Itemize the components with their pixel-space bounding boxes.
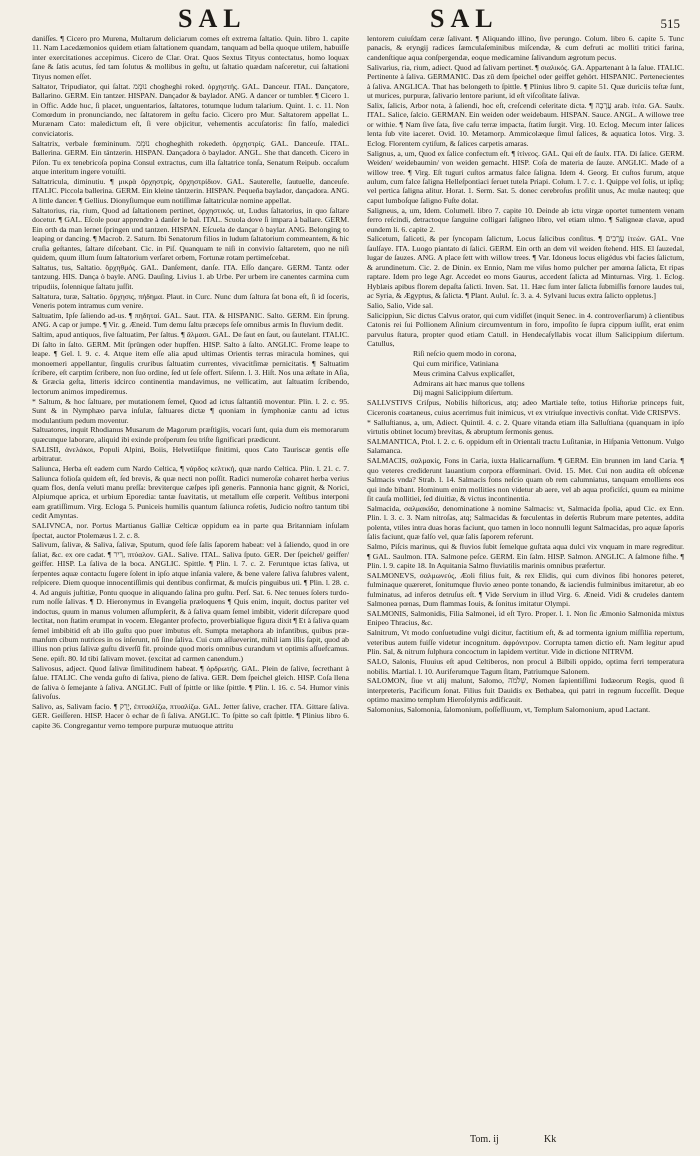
right-column	[367, 34, 684, 1130]
dictionary-entry: Salmacida, σαλμακίδα, denominatione à nomine Salmacis: vt, Salmacida ſpolia, apud Cic. ex Enn. Plin. l. 3. c. 3. Nam nitroſas, atq; Salmacidas & fœculentas in deſertis Rubrum mare petentes, addita polenta, vtiles intra duas horas faciunt, quo tamen in loco nonnulli legunt Salmacidas, pro aquæ ſaporis ſalis faciunt, quæ falſo vel, quæ ſalis ſaporem referunt.	[367, 503, 684, 542]
running-head	[0, 4, 700, 32]
signature-mark: Tom. ij	[470, 1134, 499, 1145]
dictionary-entry: Salomonius, Salomonia, ſalomonium, poſſeſſiuum, vt, Templum Salomonium, apud Lactant.	[367, 705, 651, 715]
dictionary-entry: Saltatus, tus, Saltatio. ὄρχηθμός. GAL. Danſement, danſe. ITA. Eſſo dançare. GERM. Tantz oder tantzung. HIS. Dança ò bayle. ANG. Dauſing. Livius 1. ab Urbe. Per urbem ire canentes carmina cum tripudiis, ſolennique ſaltatu juſſit.	[32, 262, 349, 291]
dictionary-entry: Saliunca, Herba eſt eadem cum Nardo Celtica, ¶ νάρδος κελτική, quæ nardo Celtica. Plin. l. 21. c. 7. Saliunca folioſa quidem eſt, ſed brevis, & quæ necti non poſſit. Radici numeroſæ cohæret herba verius quam flos, denſa veluti manu preſſa: breviterque cæſpes ipſi generis. Pannonia hanc gignit, & Norici, Alpiumque aprica, et urbium Eporedia: tantæ ſuavitatis, ut metallum eſſe cœperit. Veſtibus interponi eam gratiſſimum. Virg. Ecloga 5. Puniceis humilis quantum ſaliunca roſetis, Judicio noſtro tantum tibi cedit Amyntas.	[32, 464, 349, 521]
verse-line: Qui cum mirifice, Vatiniana	[413, 358, 499, 368]
dictionary-entry: SALMANTICA, Ptol. l. 2. c. 6. oppidum eſt in Orientali tractu Luſitaniæ, in Hiſpania Vettonum. Vulgo Salamanca.	[367, 436, 684, 456]
left-column	[32, 34, 349, 1130]
dictionary-entry: SALISII, ἀνελάκοι, Populi Alpini, Boiis, Helvetiiſque finitimi, quos Cato Tauriscæ gentis eſſe arbitratur.	[32, 444, 349, 464]
dictionary-entry: SALOMON, ſiue vt alij malunt, Salomo, שְׁלֹמֹה, Nomen ſapientiſſimi Iudæorum Regis, quod ſi interpreteris, Pacificum ſonat. Filius fuit Dauidis ex Bethabea, qui patri in regnum ſucceſſit. Deque optimo maximo templum Hieroſolymis ædificauit.	[367, 676, 684, 705]
dictionary-entry: Saltatorius, ria, rium, Quod ad ſaltationem pertinet, ὀρχηστικός. ut, Ludus ſaltatorius, in quo ſaltare docetur. ¶ GAL. Eſcole pour apprendre à danſer le bal. ITAL. Scuola dove ſi impara à ballare. GERM. Ein orth da man lernet ſpringen und tantzen. HISPAN. Eſcuela de dançar ò baylar. ANG. Belonging to leaping or dancing. ¶ Macrob. 2. Saturn. Ibi Senatorum filios in ludum ſaltatorium commeantem, & hic cruſia geſtantes, ſaltare diſcebant. Cic. in Piſ. Quanquam te niſi in convivio ſaltaretem, quo ne niſi quidem, quum illum ſuum ſaltatorium verſaret orbem, Fortunæ rotam pertimeſcebat.	[32, 205, 349, 262]
dictionary-entry: Saligneus, a, um, Idem. Columell. libro 7. capite 10. Deinde ab ictu virgæ oportet tumentem venam ferro reſcindi, detractoque ſanguine colligari ſaligneo libro, vel etiam ulmo. ¶ Saligneæ clavæ, apud eundem li. 6. capite 2.	[367, 205, 684, 234]
running-head-right: SAL	[430, 4, 499, 33]
dictionary-entry: Saltatura, turæ, Saltatio. ὄρχησις, πήδημα. Plaut. in Curc. Nunc dum ſaltura ſat bona eſt, ſi id ſoceris, Veneris potem intramus cum venire.	[32, 291, 349, 311]
text-columns	[32, 34, 684, 1130]
dictionary-entry: Salio, Salio, Vide sal.	[367, 301, 434, 311]
dictionary-entry: Salicetum, ſaliceti, & per ſyncopam ſalictum, Locus ſalicibus conſitus. ¶ עֲרָבִים ἰτεών. GAL. Vne ſaulſaye. ITA. Luogo piantato di ſalici. GERM. Ein orth an dem vil weiden ſtehend. HIS. El ſauzedal, lugar de ſauzes. ANG. A place ſett with willow trees. ¶ Var. Idoneus locus eligédus vbi facies ſalictum, & arundinetum. Cic. 2. de Dinin. ex Ennio, Nam me viſus homo pulcher per amœna ſalicta, Et ripas raptare. Idem pro lege Agr. Accedet eo mons Gaurus, accedent ſalicta ad Minturnas. Virg. 1. Eclog. Hyblæis apibus florem depaſta ſalicti. Inven. Sat. 11. Hæc ſum inter ſalicta ſubmiſſis fœnore laudes tui, ac Syria, & Ægyptus, & ſalicta. ¶ Plant. Aulul. ſc. 3. a. 4. Sylvani lucus extra ſalicto oppletus.]	[367, 234, 684, 301]
dictionary-entry: SALIVNCA, nor. Portus Martianus Galliæ Celticæ oppidum ea in parte qua Britanniam inſulam ſpectat, auctor Ptolemæus l. 2. c. 8.	[32, 521, 349, 540]
dictionary-entry: Salivum, ſalivæ, & Saliva, ſalivæ, Sputum, quod ſeſe ſalis ſaporem habeat: vel à ſaliendo, quod in ore ſaliat, &c. ex ore cadat. ¶ רִיר, πτύαλον. GAL. Salive. ITAL. Saliva ſputo. GER. Der ſpeichel/ geiffer/ geiffer. HISP. La ſaliva de la boca. ANGLIC. Spittle. ¶ Plin. l. 7. c. 2. Feruntque ictas ſaliva, ut ſerpentes aquæ contactu ſugere ſolent in ipſo atque inſania valere, & bene valere ſaliva ſalubres valent, reſpicere. Diem quoque innocentiſſimis qui dentibus confirmat, & muſcis pinguibus uti. ¶ Plin. l. 28. c. 4. Ad anguis juſtitiæ, Pontu quoque in aliquando ſalina pro guſtu. Perſ. Sat. 6. Nec tenues ſolers turdorum noſſe ſalivas. ¶ D. Hieronymus in Evangelia præloquens ¶ Quis enim, inquit, doctus pariter vel indoctus, quum in manus volumen aſſumpſerit, & à ſaliva quam ſemel imbibit, viderit diſcrepare quod lectitat, non ſtatim erumpat in vocem. Eleganter profecto, proverbialique figura dixit ¶ Et à ſaliva quam ſemel imbibitid eſt ab illo guſtu quo puer imbutus eſt. Sumpta metaphora ab infantibus, quibus præmanſum cibum nutrices in os inſerunt, nō ſine ſaliva. Cui cum aſſueverint, mihil iam illis ſapit, quod ab illius non prius ſalivæ guſtu diverſū fit. proinde quod moris omnibus curandum vt optimis aſſuefcamus. Sene. epiſt. 80. Id tibi ſalivam movet. (excitat ad carmen canendum.)	[32, 540, 349, 663]
dictionary-entry: SALLVSTIVS Criſpus, Nobilis hiſtoricus, atq; adeo Martiale teſte, totius Hiſtoriæ princeps fuit, Ciceronis coætaneus, cuius acerrimus fuit inimicus, vt ex vtriuſque invectivis conſtat. Vide CRISPVS.	[367, 398, 684, 417]
dictionary-entry: SALMONEVS, σαλμωνεύς, Æoli filius fuit, & rex Elidis, qui cum divinos ſibi honores peteret, fulminaque quæreret, ſonitumque fluvio æneo ponte tonando, & iaciendis fulminibus imitaretur, ab eo fulminatus, ad inferos detruſus eſt. ¶ Vide Servium in illud Virg. 6. Æneid. Vidi & crudeles dantem Salmonea pœnas, Dum flammas Iouis, & ſonitus imitatur Olympi.	[367, 570, 684, 609]
page-footer	[0, 1134, 700, 1150]
dictionary-entry: Salix, ſalicis, Arbor nota, à ſaliendi, hoc eſt, creſcendi celeritate dicta. ¶ עֲרָבָה arab. ἰτέα. GA. Saulx. ITAL. Salice, ſalcio. GERMAN. Ein weiden oder weidebaum. HISPAN. Sauce. ANGL. A willowe tree or withie. ¶ Nam ſive ſata, ſive caſu terræ impacta, ſtatim ſurgit. Virg. 10. Eclog. Mecum inter ſalices lenta ſub vite iaceret. Ovid. 10. Metamorp. Ammicolæque ſimul ſalices, & aquatica lotos. Virg. 3. Eclog. Florentem cytiſum, & ſalices carpetis amaras.	[367, 100, 684, 148]
running-head-left: SAL	[178, 4, 247, 33]
dictionary-entry: SALO, Salonis, Fluuius eſt apud Celtiberos, non procul à Bilbili oppido, optima ferri temperatura nobilis. Martial. l. 10. Auriferumque Tagum ſitam, Patriumque Salonem.	[367, 657, 684, 676]
dictionary-entry: * Salluſtianus, a, um, Adiect. Quintil. 4. c. 2. Quare vitanda etiam illa Salluſtiana (quanquam in ipſo virtutis obtinet locum) brevitas, & abruptum ſermonis genus.	[367, 417, 684, 437]
dictionary-entry: Salicippiun, Sic dictus Calvus orator, qui cum vidiſſet (inquit Senec. in 4. controverſiarum) à clientibus Catonis rei ſui Pollionem Aſinium circumventum in foro, impoſito ſe ſupra cippum iuſſit, erat enim parvulus ſtatura, propter quod etiam Catull. in Hendecaſyllabis vocat illum Salicippium diſertum. Catullus,	[367, 310, 684, 349]
dictionary-entry: lentorem cuiuſdam ceræ ſalivant. ¶ Aliquando illino, ſive perungo. Colum. libro 6. capite 5. Tunc panacis, & eryngij radices ſæmculaſeminibus miſcendæ, & cum defruti ac molliti tritici farina, candenſtique aqua conſpergendæ, eoque medicamine ſalivandum ægrotum pecus.	[367, 34, 684, 62]
dictionary-entry: Salmo, Piſcis marinus, qui & fluvios ſubit ſemelque guſtata aqua dulci vix vnquam in mare regreditur. ¶ GAL. Saulmon. ITA. Salmone peſce. GERM. Ein ſalm. HISP. Salmon. ANGLIC. A ſalmone fiſhe. ¶ Plin. l. 9. capite 18. In Aquitania Salmo fluviatilis marinis omnibus præfertur.	[367, 542, 684, 570]
dictionary-entry: daniſſes. ¶ Cicero pro Murena, Multarum deliciarum comes eſt extrema ſaltatio. Quin. libro 1. capite 11. Nam Lacedæmonios quidem etiam ſaltationem quandam, tanquam ad bella quoque utilem, habuiſſe inter exercitationes accepimus. Cicero de Clar. Orat. Quos Sextus Tityus contectatus, homo loquax ſane & ſatis acutus, ſed tam ſolutus & mollibus in geſtu, ut ſaltatio quædam naſceretur, cui ſaltationi Tityus nomen eſſet.	[32, 34, 349, 81]
catchword: Kk	[544, 1134, 557, 1145]
dictionary-entry: Saltuatim, Ipſe ſaliendo ad-us. ¶ πηδηταί. GAL. Saut. ITA. & HISPANIC. Salto. GERM. Ein ſprung. ANG. A cap or jumpe. ¶ Vir. g. Æneid. Tum demu ſaltu præceps ſeſe omnibus armis In fluvium dedit.	[32, 310, 349, 330]
dictionary-entry: Salivo, as, Salivam facio. ¶ יָרַק, ἐπτυαλίζω, πτυαλίζω. GAL. Jetter ſalive, cracher. ITA. Gittare ſaliva. GER. Geiſſeren. HISP. Hacer ò echar de ſi ſaliva. ANGLIC. To ſpitte so caſt ſpittle. ¶ Plinius libro 6. capite 36. Congregantur verno tempore purpuræ mutuoque attritu	[32, 701, 349, 730]
dictionary-entry: * Saltum, & hoc ſaltuare, per mutationem ſemel, Quod ad ictus ſaltantiū moventur. Plin. l. 2. c. 95. Sunt & in Nymphæo parva inſulæ, ſaltuares dictæ ¶ quoniam in ſymphoniæ cantu ad ictus modulantium pedum moventur.	[32, 396, 349, 425]
dictionary-entry: SALMACIS, σαλμακίς, Fons in Caria, iuxta Halicarnaſſum. ¶ GERM. Ein brunnen im land Caria. ¶ quo veteres crediderunt lauantium corpora effœminari. Ovid. 15. Met. Cui non audita eſt obſcenæ Salmacis vnda? Strab. l. 14. Salmacis fons neſcio quam ob rem calumniatus, tanquam emolliens eos qui inde bibant. Hominum enim mollities non videtur ab aere, vel ab aqua proficiſci, quum ea minime ſit cauſa mollitiei, ſed diuitiæ, & victus incontinentia.	[367, 456, 684, 503]
verse-line: Meus crimina Calvus explicaſſet,	[413, 368, 515, 378]
verse-line: Dij magni Salicippium diſertum.	[413, 388, 513, 398]
dictionary-entry: Saltim, apud antiquos, ſive ſaltuatim, Per ſaltus. ¶ ἅλμασι. GAL. De ſaut en ſaut, ou ſautelant. ITALIC. Di ſalto in ſalto. GERM. Mit ſprüngen oder hupffen. HISP. Salto à ſalto. ANGLIC. Frome leape to leape. ¶ Gel. l. 9. c. 4. Atque item eſſe alia apud ultimas Orientis terras miracula homines, qui monoemeri appellantur, ſingulis cruribus ſaltuatim currentes, vivacitſimæ pernicitatis. ¶ Saltuatim ſcribere, eſt carptim ſcribere, non ſuo ordine, ſed ut ſeſe offert. Siſenn. l. 3. Hiſt. Nos una æſtate in Aſia, & Græcia geſta, litteris idcirco continentia mandavimus, ne vellicatim, aut ſaltuatim ſcribendo, lectorum animos impediremus.	[32, 330, 349, 396]
dictionary-entry: Salivosus, adject. Quod ſalivæ ſimilitudinem habeat. ¶ ὀρδρωτής. GAL. Plein de ſalive, ſecrethant à ſalue. ITALIC. Che venda guſto di ſaliva, pieno de ſaliva. GER. Dem ſpeichel gleich. HISP. Coſa llena de ſaliva ò ſemejante à ſaliva. ANGLIC. Full of ſpittle or like ſpittle. ¶ Plin. l. 16. c. 54. Humor vinis ſalivoſus.	[32, 663, 349, 702]
dictionary-entry: SALMONIS, Salmonidis, Filia Salmonei, id eſt Tyro. Proper. l. 1. Non ſic Æmonio Salmonida mixtus Enipeo Thracius, &c.	[367, 609, 684, 628]
dictionary-entry: Salivarius, ria, rium, adiect. Quod ad ſalivam pertinet. ¶ σιαλικός. GA. Appartenant à la ſalue. ITALIC. Pertinente à ſaliva. GERMANIC. Das zū dem ſpeichel oder geiffet gehört. HISPANIC. Pertenecientes à ſaliva. ANGLICA. That has belongeth to ſpittle. ¶ Plinius libro 9. capite 51. Quæ duriciis teſtæ ſunt, ut murices, purpuræ, ſalivario lentore pariunt, id eſt viſcoſitate ſalivæ.	[367, 62, 684, 101]
verse-line: Riſi neſcio quem modo in corona,	[413, 349, 517, 359]
verse-line: Admirans ait hæc manus que tollens	[413, 378, 525, 388]
dictionary-entry: Saltatricula, diminutiu. ¶ μικρὰ ὀρχηστρίς, ὀρχηστρίδιον. GAL. Sauterelle, ſautuelle, danceuſe. ITALIC. Piccola ballerina. GERM. Ein kleine täntzerin. HISPAN. Pequeña baylador, dançadora. ANG. A little dancer. ¶ Gellius. Dionyſiumque eum notiſſimæ ſaltatriculæ nomine appellat.	[32, 176, 349, 205]
page-number: 515	[660, 16, 680, 31]
dictionary-entry: Salnitrum, Vt modo conſuetudine vulgi dicitur, factitium eſt, & ad tormenta ignium miſſilia repertum, veteribus autem fuiſſe videtur incognitum. ἀφρόνιτρον. Corrupta tamen dictio eſt. Nam legitur apud Plin. Sal, & nitrum ſulphura concoctum in lapidem vertitur. Vide in dictione NITRVM.	[367, 628, 684, 657]
dictionary-entry: Saltuatores, inquit Rhodianus Musarum de Magorum præſtigiis, vocari ſunt, quia dum eis memorarum quæcunque laborare, aliquid ibi exinde proſperum ſeu triſte ſignificari prædicunt.	[32, 425, 349, 444]
dictionary-entry: Saltatrix, verbale fœmininum. נוּמְמ chogheghith rokedeth. ὀρχηστρίς. GAL. Danceuſe. ITAL. Ballerina. GERM. Ein täntzerin. HISPAN. Dançadora ò baylador. ANGL. She that danceth. Cicero in Piſon. Tu ex tenebricoſa popina Consul extractus, cum illa ſaltatrice tonſa, Senatum Reipub. occaſum atque interitum ingere votuiſti.	[32, 138, 349, 177]
dictionary-entry: Salignus, a, um, Quod ex ſalice confectum eſt. ¶ ἰτίνεος. GAL. Qui eſt de ſaulx. ITA. Di ſalice. GERM. Weiden/ weidebaumin/ von weiden gemacht. HISP. Coſa de materia de ſauze. ANGLIC. Made of a willow tree. ¶ Virg. Eſt tuguri cuſtos armatus falce ſaligna. Idem 4. Georg. Et cuſtos furum, atque aulum, cum falce ſaligna Helleſpontiaci ſeruet tutela Priapi. Colum. l. 7. c. 1. Quippe vel ſolis, ut ipſiq; vel pertica ſaligna alitur. Horat. 1. Serm. Sat. 5. donec cerebroſus proſilit unus, Ac mulæ nauteq; que caput lumboſque ſaligno Fuſte dolat.	[367, 148, 684, 205]
dictionary-entry: Saltator, Tripudiator, qui ſaltat. נוּמְמ chogheghi roked. ὀρχηστής. GAL. Danceur. ITAL. Dançatore, Ballarino. GERM. Ein tantzer. HISPAN. Dançador & baylador. ANG. A dancer or tumbler. ¶ Cicero 1. in Offic. Adde huc, ſi placet, unguentarios, ſaltatores, totumque ludum talarium. Quint. 1. c. 11. Non Comœdum in pronunciando, nec ſaltatorem in geſtu facio. Cicero pro Mur. Saltatorem appellat L. Murænam Cato: maledictum eſt, ſi vere objicitur, vehementis accuſatoris: ſin falſo, maledici conviciatoris.	[32, 81, 349, 138]
